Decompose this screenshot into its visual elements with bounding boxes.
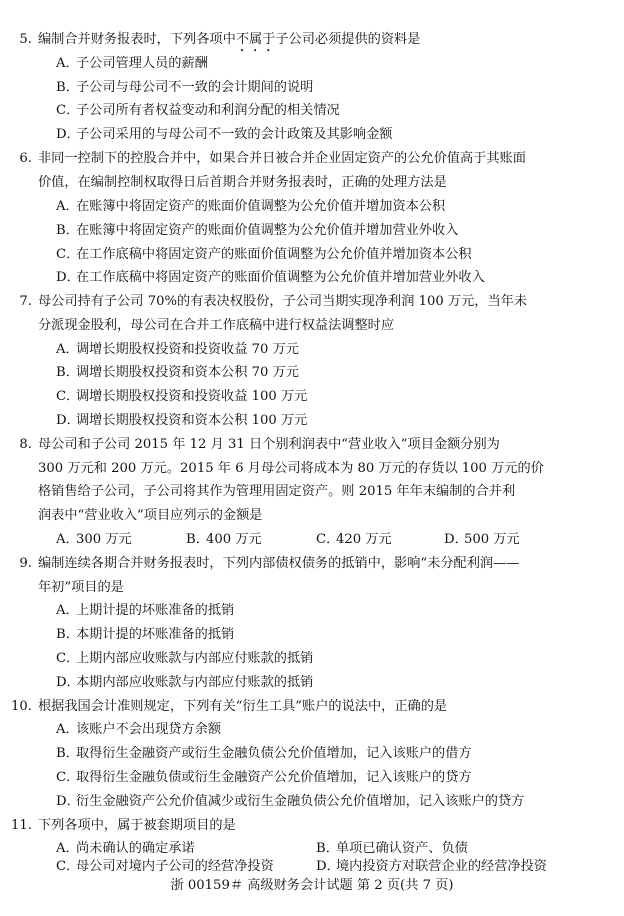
option-label: C．	[56, 103, 80, 118]
question-5-option-c	[56, 101, 340, 121]
option-label: D．	[444, 532, 468, 547]
question-10-option-c	[56, 768, 472, 788]
question-6-option-a	[56, 197, 445, 217]
stem-text: 子公司必须提供的资料是	[275, 32, 421, 47]
question-5-option-d	[56, 125, 393, 145]
question-6-option-d	[56, 268, 485, 288]
option-label: D．	[56, 127, 80, 142]
question-11-option-d	[316, 857, 547, 877]
stem-text: 编制连续各期合并财务报表时，下列内部债权债务的抵销中，影响“未分配利润——	[38, 556, 520, 571]
question-9-option-a	[56, 601, 234, 621]
option-text: 取得衍生金融资产或衍生金融负债公允价值增加，记入该账户的借方	[76, 746, 472, 761]
option-label: C．	[56, 859, 80, 874]
page-footer: 浙 00159＃ 高级财务会计试题 第 2 页(共 7 页)	[170, 878, 454, 893]
option-text: 420 万元	[336, 532, 392, 547]
question-5-option-a	[56, 54, 208, 74]
question-number: 5.	[19, 32, 32, 47]
option-label: D．	[316, 859, 340, 874]
question-9-stem	[10, 554, 520, 574]
question-10-option-b	[56, 744, 472, 764]
question-6-option-c	[56, 245, 472, 265]
option-label: A．	[56, 841, 79, 856]
stem-text: 下列各项中，属于被套期项目的是	[38, 818, 236, 833]
option-label: B．	[56, 365, 79, 380]
option-text: 本期计提的坏账准备的抵销	[76, 627, 235, 642]
option-label: A．	[56, 342, 79, 357]
option-label: C．	[56, 770, 80, 785]
option-label: A．	[56, 199, 79, 214]
option-label: A．	[56, 722, 79, 737]
option-label: C．	[56, 247, 80, 262]
option-text: 子公司所有者权益变动和利润分配的相关情况	[76, 103, 340, 118]
stem-text: 格销售给子公司，子公司将其作为管理用固定资产。则 2015 年年末编制的合并利	[38, 484, 516, 499]
option-text: 尚未确认的确定承诺	[76, 841, 195, 856]
question-8-stem-cont	[38, 482, 515, 502]
option-text: 在账簿中将固定资产的账面价值调整为公允价值并增加营业外收入	[76, 223, 459, 238]
stem-text: 价值，在编制控制权取得日后首期合并财务报表时，正确的处理方法是	[38, 175, 447, 190]
question-11-option-c	[56, 857, 274, 877]
option-text: 上期计提的坏账准备的抵销	[76, 603, 235, 618]
option-label: B．	[186, 532, 209, 547]
question-8-option-a	[56, 530, 132, 550]
stem-text: 年初”项目的是	[38, 580, 124, 595]
question-7-stem-cont	[38, 316, 394, 336]
option-text: 境内投资方对联营企业的经营净投资	[336, 859, 547, 874]
question-9-option-c	[56, 649, 313, 669]
question-number: 6.	[19, 151, 32, 166]
question-7-option-c	[56, 387, 307, 407]
stem-text: 编制合并财务报表时，下列各项中	[38, 32, 236, 47]
question-8-option-b	[186, 530, 262, 550]
option-label: B．	[56, 746, 79, 761]
question-number: 10.	[11, 699, 32, 714]
option-label: D．	[56, 270, 80, 285]
question-8-stem	[10, 435, 500, 455]
option-text: 在工作底稿中将固定资产的账面价值调整为公允价值并增加营业外收入	[76, 270, 485, 285]
question-11-option-b	[316, 839, 468, 859]
option-text: 子公司采用的与母公司不一致的会计政策及其影响金额	[76, 127, 393, 142]
stem-text: 润表中“营业收入”项目应列示的金额是	[38, 508, 263, 523]
option-text: 母公司对境内子公司的经营净投资	[76, 859, 274, 874]
option-text: 300 万元	[76, 532, 132, 547]
option-text: 500 万元	[464, 532, 520, 547]
option-text: 本期内部应收账款与内部应付账款的抵销	[76, 675, 314, 690]
option-label: D．	[56, 413, 80, 428]
option-text: 调增长期股权投资和投资收益 70 万元	[76, 342, 299, 357]
question-9-stem-cont	[38, 578, 124, 598]
stem-text: 分派现金股利，母公司在合并工作底稿中进行权益法调整时应	[38, 318, 395, 333]
option-label: B．	[56, 223, 79, 238]
question-8-option-c	[316, 530, 392, 550]
question-8-stem-cont	[38, 506, 262, 526]
option-label: A．	[56, 56, 79, 71]
stem-text: 300 万元和 200 万元。2015 年 6 月母公司将成本为 80 万元的存货以 100 万元的价	[38, 461, 544, 476]
option-text: 单项已确认资产、负债	[336, 841, 468, 856]
emphasized-text: 不属于	[235, 32, 276, 47]
question-9-option-b	[56, 625, 234, 645]
question-11-option-a	[56, 839, 195, 859]
question-8-stem-cont	[38, 459, 544, 479]
question-11-stem	[10, 816, 236, 836]
question-number: 9.	[19, 556, 32, 571]
option-text: 衍生金融资产公允价值减少或衍生金融负债公允价值增加，记入该账户的贷方	[76, 794, 525, 809]
question-number: 7.	[19, 294, 32, 309]
question-7-option-a	[56, 340, 299, 360]
question-7-stem	[10, 292, 527, 312]
question-5-option-b	[56, 78, 313, 98]
option-label: D．	[56, 794, 80, 809]
option-label: C．	[56, 651, 80, 666]
stem-text: 根据我国会计准则规定，下列有关“衍生工具”账户的说法中，正确的是	[38, 699, 448, 714]
option-text: 子公司管理人员的薪酬	[76, 56, 208, 71]
option-label: B．	[56, 627, 79, 642]
question-6-stem	[10, 149, 526, 169]
option-label: A．	[56, 532, 79, 547]
stem-text: 非同一控制下的控股合并中，如果合并日被合并企业固定资产的公允价值高于其账面	[38, 151, 526, 166]
question-6-stem-cont	[38, 173, 447, 193]
option-text: 调增长期股权投资和资本公积 70 万元	[76, 365, 299, 380]
option-text: 在账簿中将固定资产的账面价值调整为公允价值并增加资本公积	[76, 199, 446, 214]
option-text: 上期内部应收账款与内部应付账款的抵销	[76, 651, 314, 666]
question-8-option-d	[444, 530, 520, 550]
option-text: 子公司与母公司不一致的会计期间的说明	[76, 80, 314, 95]
option-label: C．	[56, 389, 80, 404]
option-text: 在工作底稿中将固定资产的账面价值调整为公允价值并增加资本公积	[76, 247, 472, 262]
question-10-option-a	[56, 720, 221, 740]
option-text: 取得衍生金融负债或衍生金融资产公允价值增加，记入该账户的贷方	[76, 770, 472, 785]
question-10-stem	[10, 697, 447, 717]
option-text: 调增长期股权投资和资本公积 100 万元	[76, 413, 308, 428]
question-10-option-d	[56, 792, 524, 812]
option-text: 400 万元	[206, 532, 262, 547]
question-6-option-b	[56, 221, 458, 241]
option-label: C．	[316, 532, 340, 547]
option-label: B．	[56, 80, 79, 95]
question-5-stem	[10, 30, 420, 55]
stem-text: 母公司和子公司 2015 年 12 月 31 日个别利润表中“营业收入”项目金额分别为	[38, 437, 500, 452]
question-number: 8.	[19, 437, 32, 452]
option-text: 该账户不会出现贷方余额	[76, 722, 222, 737]
question-7-option-b	[56, 363, 299, 383]
question-7-option-d	[56, 411, 307, 431]
option-label: B．	[316, 841, 339, 856]
option-text: 调增长期股权投资和投资收益 100 万元	[76, 389, 308, 404]
option-label: D．	[56, 675, 80, 690]
stem-text: 母公司持有子公司 70%的有表决权股份，子公司当期实现净利润 100 万元，当年未	[38, 294, 528, 309]
question-number: 11.	[11, 818, 32, 833]
question-9-option-d	[56, 673, 313, 693]
option-label: A．	[56, 603, 79, 618]
